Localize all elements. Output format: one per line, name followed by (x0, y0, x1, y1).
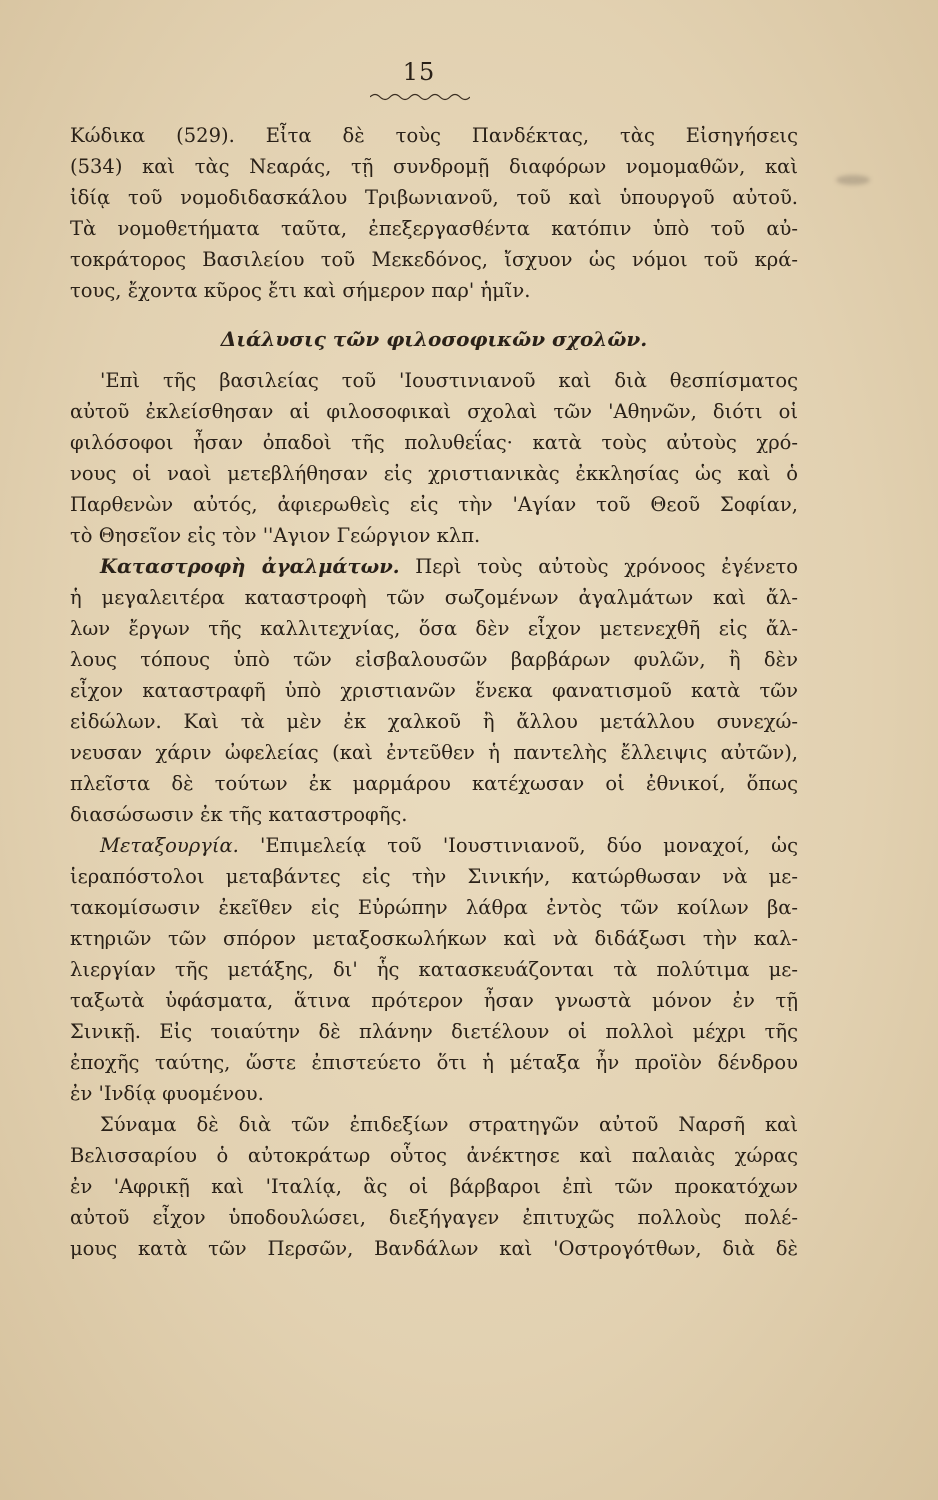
text-line: ἐποχῆς ταύτης, ὥστε ἐπιστεύετο ὅτι ἡ μέταξα ἦν προϊὸν δένδρου (70, 1051, 798, 1074)
text-line: αὐτοῦ εἶχον ὑποδουλώσει, διεξήγαγεν ἐπιτυχῶς πολλοὺς πολέ- (70, 1206, 798, 1229)
text-line: ἰδίᾳ τοῦ νομοδιδασκάλου Τριβωνιανοῦ, τοῦ καὶ ὑπουργοῦ αὐτοῦ. (70, 186, 798, 209)
text-line: εἰδώλων. Καὶ τὰ μὲν ἐκ χαλκοῦ ἢ ἄλλου μετάλλου συνεχώ- (70, 710, 798, 733)
text-line: λων ἔργων τῆς καλλιτεχνίας, ὅσα δὲν εἶχον μετενεχθῆ εἰς ἄλ- (70, 617, 798, 640)
text-line: λους τόπους ὑπὸ τῶν εἰσβαλουσῶν βαρβάρων φυλῶν, ἢ δὲν (70, 648, 798, 671)
text-line: φιλόσοφοι ἦσαν ὀπαδοὶ τῆς πολυθεΐας· κατὰ τοὺς αὐτοὺς χρό- (70, 431, 798, 454)
text-line: τὸ Θησεῖον εἰς τὸν ''Αγιον Γεώργιον κλπ. (70, 524, 481, 547)
text-line: ἐν 'Αφρικῇ καὶ 'Ιταλίᾳ, ἃς οἱ βάρβαροι ἐπὶ τῶν προκατόχων (70, 1175, 798, 1198)
text-line: εἶχον καταστραφῆ ὑπὸ χριστιανῶν ἕνεκα φανατισμοῦ κατὰ τῶν (70, 679, 798, 702)
text-line: Κώδικα (529). Εἶτα δὲ τοὺς Πανδέκτας, τὰς Εἰσηγήσεις (70, 124, 798, 147)
text-line: Παρθενὼν αὐτός, ἀφιερωθεὶς εἰς τὴν 'Αγίαν τοῦ Θεοῦ Σοφίαν, (70, 493, 798, 516)
text-line: νους οἱ ναοὶ μετεβλήθησαν εἰς χριστιανικὰς ἐκκλησίας ὡς καὶ ὁ (70, 462, 798, 485)
paragraph-lead: Καταστροφὴ ἀγαλμάτων. (100, 555, 400, 578)
text-line: Σύναμα δὲ διὰ τῶν ἐπιδεξίων στρατηγῶν αὐτοῦ Ναρσῆ καὶ (100, 1113, 798, 1136)
text-line: αὐτοῦ ἐκλείσθησαν αἱ φιλοσοφικαὶ σχολαὶ τῶν 'Αθηνῶν, διότι οἱ (70, 400, 798, 423)
page-body (70, 120, 798, 1264)
paragraph-lead: Μεταξουργία. (100, 834, 239, 857)
text-span: Περὶ τοὺς αὐτοὺς χρόνοος ἐγένετο (415, 555, 799, 578)
text-line: πλεῖστα δὲ τούτων ἐκ μαρμάρου κατέχωσαν οἱ ἐθνικοί, ὅπως (70, 772, 798, 795)
text-line (70, 551, 798, 582)
text-line: Σινικῇ. Εἰς τοιαύτην δὲ πλάνην διετέλουν οἱ πολλοὶ μέχρι τῆς (70, 1020, 798, 1043)
text-span: 'Επιμελείᾳ τοῦ 'Ιουστινιανοῦ, δύο μοναχοί, ὡς (260, 834, 798, 857)
text-line: ἐν 'Ινδίᾳ φυομένου. (70, 1082, 264, 1105)
text-line: τους, ἔχοντα κῦρος ἔτι καὶ σήμερον παρ' ἡμῖν. (70, 279, 531, 302)
text-line: κτηριῶν τῶν σπόρον μεταξοσκωλήκων καὶ νὰ διδάξωσι τὴν καλ- (70, 927, 798, 950)
text-line: Βελισσαρίου ὁ αὐτοκράτωρ οὗτος ἀνέκτησε καὶ παλαιὰς χώρας (70, 1144, 798, 1167)
text-line: Τὰ νομοθετήματα ταῦτα, ἐπεξεργασθέντα κατόπιν ὑπὸ τοῦ αὐ- (70, 217, 798, 240)
text-line (70, 830, 798, 861)
text-line: ἱεραπόστολοι μεταβάντες εἰς τὴν Σινικήν, κατώρθωσαν νὰ με- (70, 865, 798, 888)
text-line: νευσαν χάριν ὠφελείας (καὶ ἐντεῦθεν ἡ παντελὴς ἔλλειψις αὐτῶν), (70, 741, 798, 764)
page-number: 15 (402, 58, 436, 86)
text-line: διασώσωσιν ἐκ τῆς καταστροφῆς. (70, 803, 408, 826)
text-line: τοκράτορος Βασιλείου τοῦ Μεκεδόνος, ἴσχυον ὡς νόμοι τοῦ κρά- (70, 248, 798, 271)
text-line: (534) καὶ τὰς Νεαράς, τῇ συνδρομῇ διαφόρων νομομαθῶν, καὶ (70, 155, 798, 178)
text-line: τακομίσωσιν ἐκεῖθεν εἰς Εὐρώπην λάθρα ἐντὸς τῶν κοίλων βα- (70, 896, 798, 919)
text-line: ἡ μεγαλειτέρα καταστροφὴ τῶν σωζομένων ἀγαλμάτων καὶ ἄλ- (70, 586, 798, 609)
text-line: λιεργίαν τῆς μετάξης, δι' ἧς κατασκευάζονται τὰ πολύτιμα με- (70, 958, 798, 981)
text-line: μους κατὰ τῶν Περσῶν, Βανδάλων καὶ 'Οστρογότθων, διὰ δὲ (70, 1237, 798, 1260)
paper-smudge (836, 175, 870, 185)
text-line: 'Επὶ τῆς βασιλείας τοῦ 'Ιουστινιανοῦ καὶ διὰ θεσπίσματος (100, 369, 798, 392)
wavy-rule-ornament (370, 92, 470, 102)
text-line: ταξωτὰ ὑφάσματα, ἅτινα πρότερον ἦσαν γνωστὰ μόνον ἐν τῇ (70, 989, 798, 1012)
section-heading: Διάλυσις τῶν φιλοσοφικῶν σχολῶν. (220, 327, 648, 351)
